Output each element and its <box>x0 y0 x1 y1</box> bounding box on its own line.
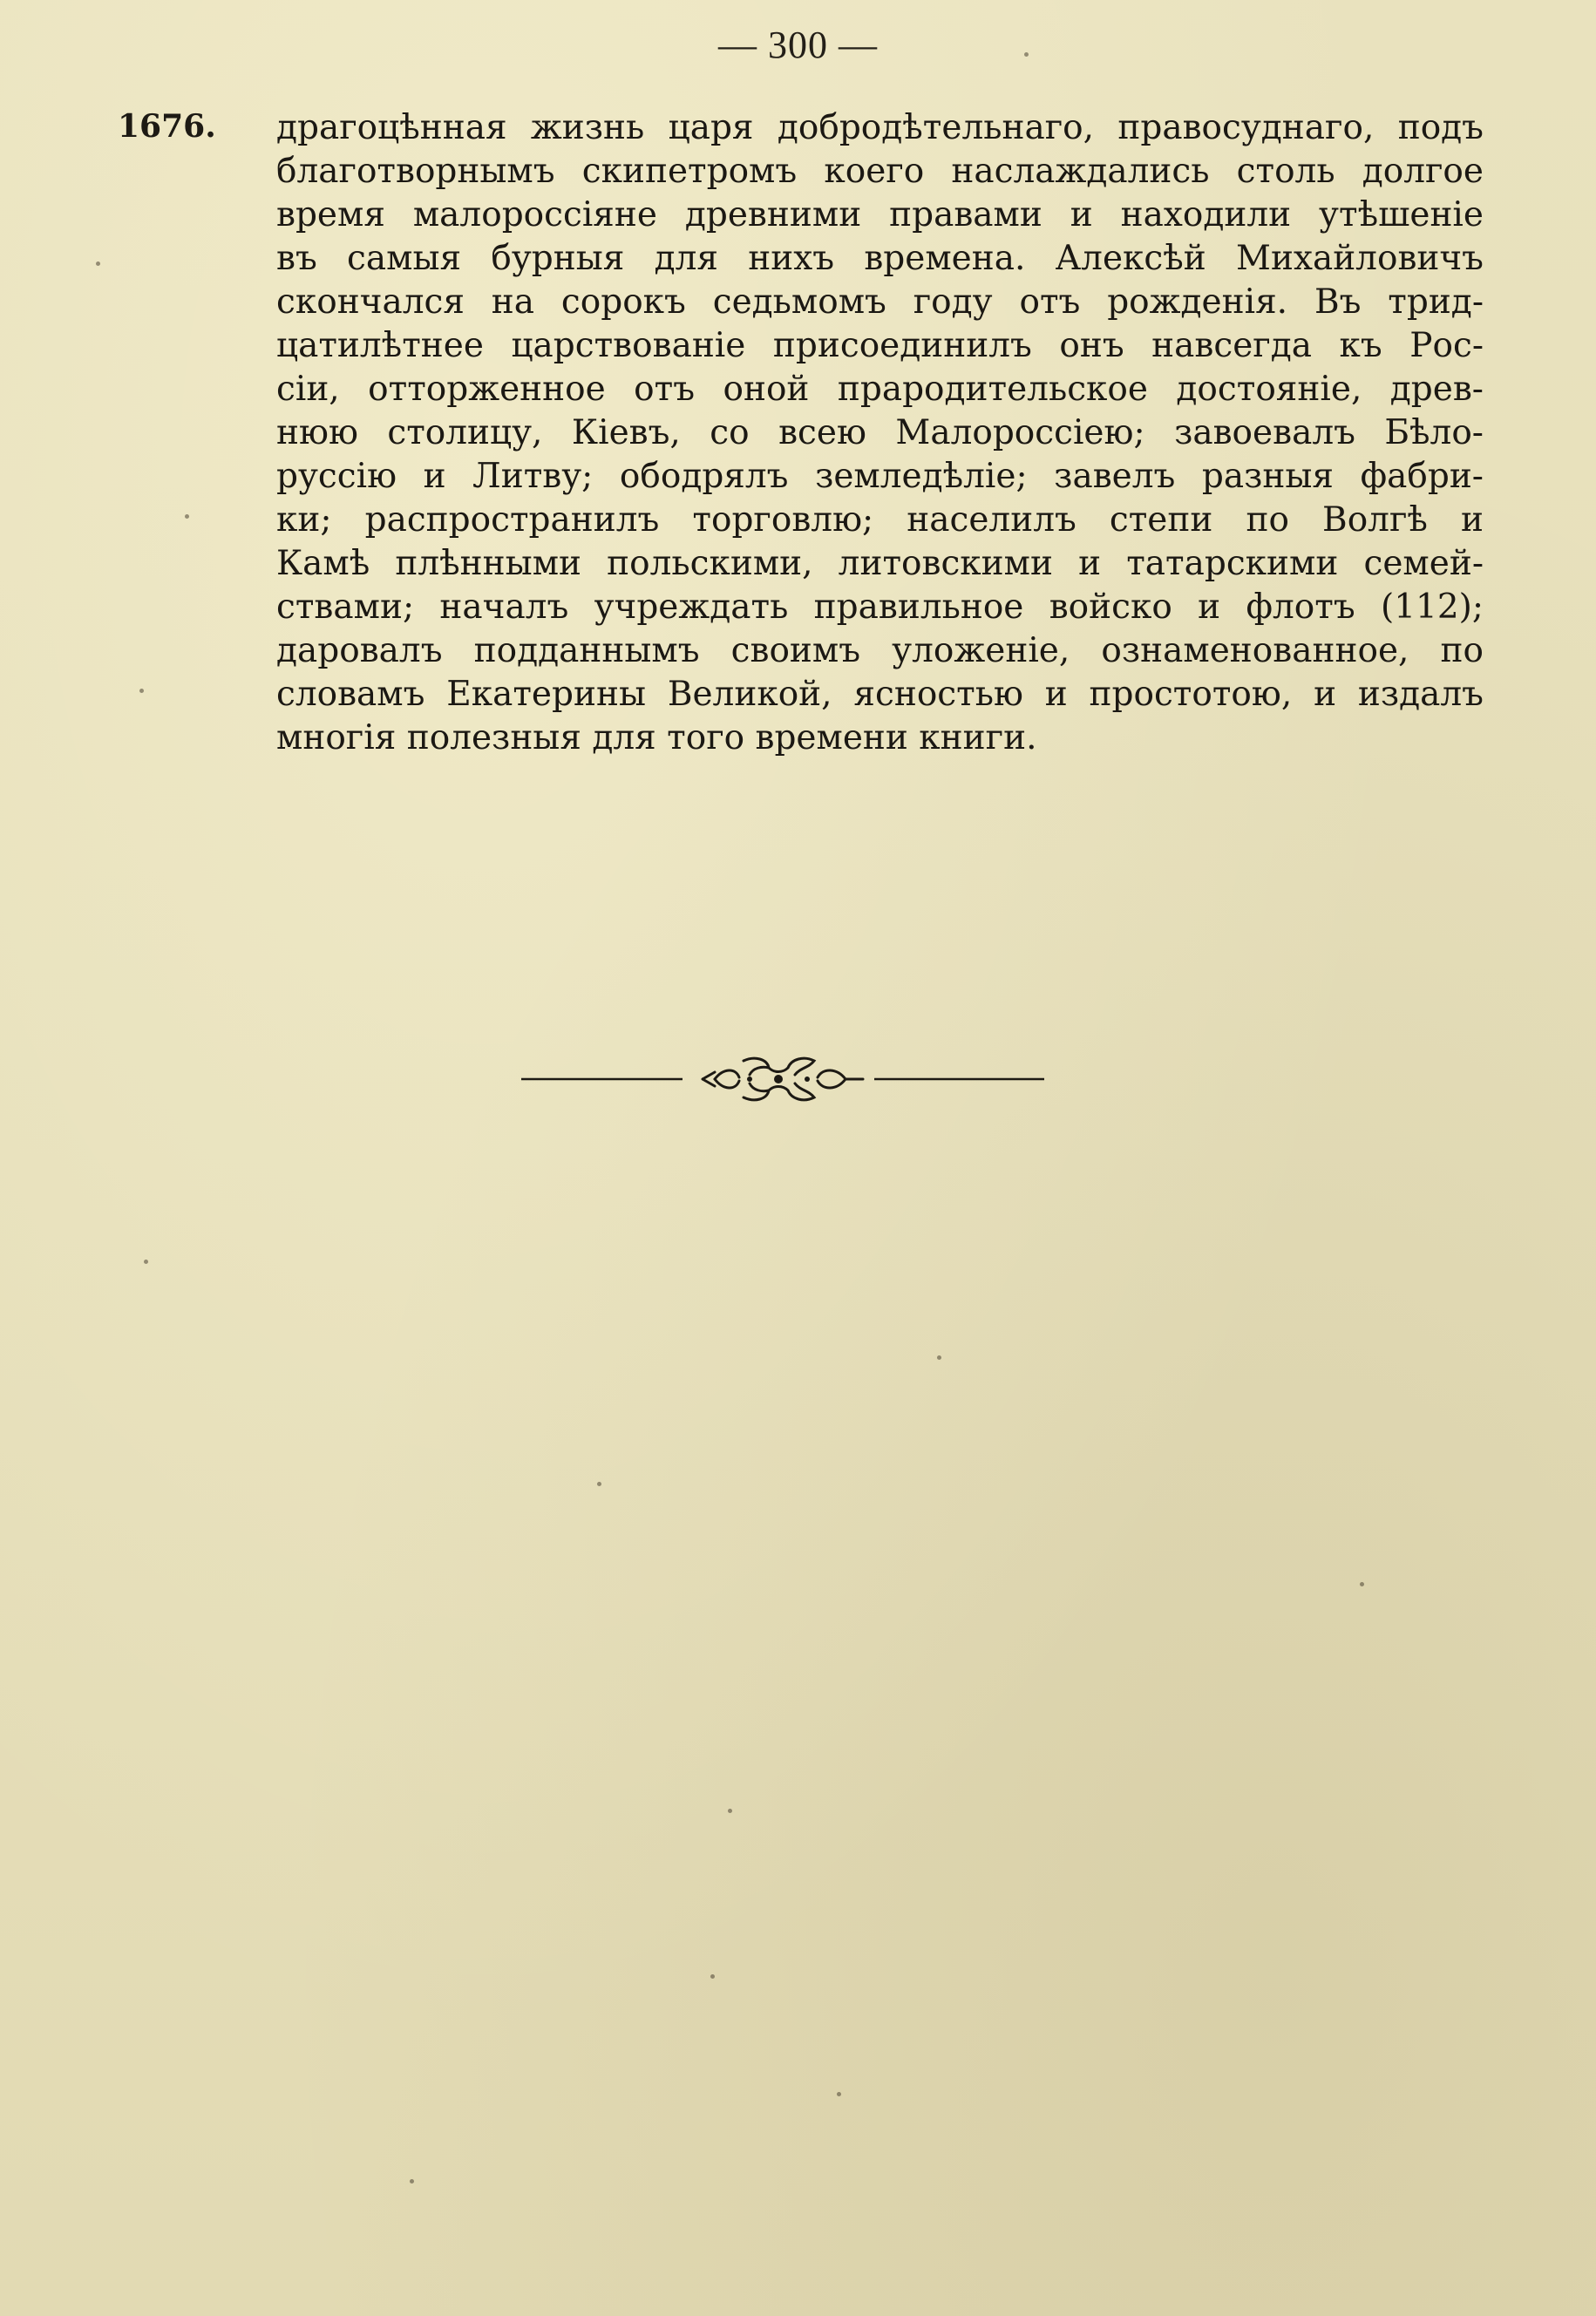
text-line: Камѣ плѣнными польскими, литовскими и татарскими семей- <box>276 544 1484 583</box>
paper-speck <box>728 1809 732 1813</box>
paper-speck <box>1360 1582 1364 1586</box>
paper-speck <box>1024 52 1029 57</box>
text-line: въ самыя бурныя для нихъ времена. Алексѣй Михайловичъ <box>276 239 1484 278</box>
text-line: ки; распространилъ торговлю; населилъ степи по Волгѣ и <box>276 500 1484 540</box>
text-line: ствами; началъ учреждать правильное войско и флотъ (112); <box>276 587 1484 627</box>
text-line: руссію и Литву; ободрялъ земледѣліе; завелъ разныя фабри- <box>276 457 1484 496</box>
paper-speck <box>837 2092 841 2096</box>
text-line: нюю столицу, Кіевъ, со всею Малороссіею; завоевалъ Бѣло- <box>276 413 1484 452</box>
paper-speck <box>185 514 189 519</box>
page-number: — 300 — <box>718 24 878 66</box>
text-line: время малороссіяне древними правами и находили утѣшеніе <box>276 195 1484 234</box>
paper-speck <box>139 689 144 693</box>
text-line: словамъ Екатерины Великой, ясностью и простотою, и издалъ <box>276 675 1484 714</box>
paper-speck <box>144 1260 148 1264</box>
paper-speck <box>410 2179 414 2184</box>
paper-speck <box>96 261 100 266</box>
text-line: даровалъ подданнымъ своимъ уложеніе, ознаменованное, по <box>276 631 1484 670</box>
fleuron-divider-icon <box>521 1049 1044 1110</box>
paper-speck <box>937 1355 941 1360</box>
paper-speck <box>597 1482 601 1486</box>
text-line: цатилѣтнее царствованіе присоединилъ онъ навсегда къ Рос- <box>276 326 1484 365</box>
text-line: скончался на сорокъ седьмомъ году отъ рожденія. Въ трид- <box>276 282 1484 322</box>
entry-year-marginal: 1676. <box>118 108 216 145</box>
text-line: благотворнымъ скипетромъ коего наслаждались столь долгое <box>276 152 1484 191</box>
text-line: сіи, отторженное отъ оной прародительское достояніе, древ- <box>276 370 1484 409</box>
text-line: драгоцѣнная жизнь царя добродѣтельнаго, правосуднаго, подъ <box>276 108 1484 147</box>
paper-speck <box>710 1974 715 1979</box>
text-line: многія полезныя для того времени книги. <box>276 718 1037 757</box>
body-paragraph <box>276 106 1484 760</box>
